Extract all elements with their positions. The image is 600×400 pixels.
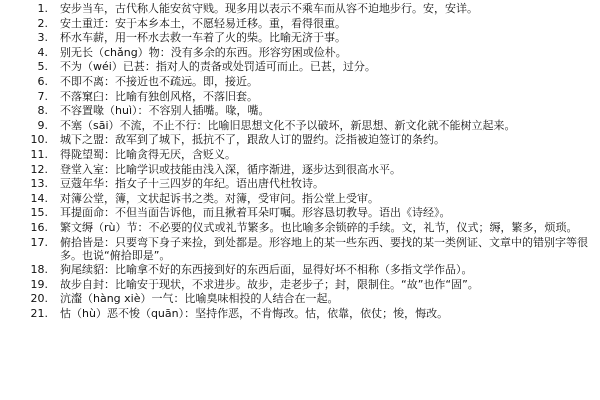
item-number: 6. [37,75,48,88]
item-number: 8. [37,104,48,118]
item-text: 对簿公堂，簿，文状起诉书之类。对簿，受审问。指公堂上受审。 [60,191,379,205]
item-text: 不为（wéi）已甚：指对人的责备或处罚适可而止。已甚，过分。 [60,60,376,74]
item-number: 13. [30,177,48,191]
item-number: 11. [30,148,48,161]
item-text: 耳提面命：不但当面告诉他，而且揪着耳朵叮嘱。形容恳切教导。语出《诗经》。 [60,206,451,220]
item-number: 5. [37,60,48,74]
item-number: 20. [30,292,48,306]
item-number: 19. [30,277,48,291]
item-number: 7. [37,89,48,103]
item-number: 17. [30,235,48,249]
item-text: 城下之盟：敌军到了城下，抵抗不了，跟敌人订的盟约。泛指被迫签订的条约。 [60,133,445,147]
item-text: 不即不离：不接近也不疏远。即，接近。 [60,75,258,88]
item-text: 豆蔻年华：指女子十三四岁的年纪。语出唐代杜牧诗。 [60,177,324,191]
list-item [0,60,600,73]
item-text: 不塞（sāi）不流，不止不行：比喻旧思想文化不予以破坏，新思想、新文化就不能树立起来。 [60,118,516,132]
item-text: 杯水车薪，用一杯水去救一车着了火的柴。比喻无济于事。 [60,31,346,45]
item-number: 1. [37,2,48,15]
item-number: 18. [30,263,48,277]
item-text: 狗尾续貂：比喻拿不好的东西接到好的东西后面，显得好坏不相称（多指文学作品）。 [60,263,473,277]
item-text: 不容置喙（huì）：不容别人插嘴。喙，嘴。 [60,104,270,118]
list-item [0,2,600,15]
list-item [0,263,600,276]
item-text: 得陇望蜀：比喻贪得无厌，含贬义。 [60,148,236,161]
item-number: 21. [30,307,48,320]
list-item [0,75,600,88]
list-item [0,206,600,219]
item-number: 4. [37,45,48,59]
item-number: 2. [37,16,48,30]
item-text: 繁文缛（rù）节：不必要的仪式或礼节繁多。也比喻多余锁碎的手续。文，礼节，仪式；缛，繁多，烦琐。 [60,221,578,234]
list-item [0,133,600,146]
list-item [0,163,600,176]
list-item [0,90,600,103]
item-number: 15. [30,206,48,220]
list-item [0,177,600,190]
item-number: 9. [37,118,48,132]
list-item [0,292,600,305]
list-item [0,119,600,132]
item-text: 不落窠臼：比喻有独创风格，不落旧套。 [60,89,258,103]
item-text: 安土重迁：安于本乡本土，不愿轻易迁移。重，看得很重。 [60,16,346,30]
item-number: 12. [30,162,48,176]
item-text: 故步自封：比喻安于现状，不求进步。故步，走老步子；封，限制住。“故”也作“固”。 [60,277,479,291]
list-item [0,278,600,291]
item-number: 3. [37,31,48,45]
list-item [0,17,600,30]
list-item [0,236,600,262]
item-number: 16. [30,221,48,234]
item-number: 10. [30,133,48,147]
item-text: 俯拾皆是：只要弯下身子来捡，到处都是。形容地上的某一些东西、要找的某一类例证、文章中的错别字等很多。也说“俯拾即是”。 [60,235,588,262]
list-item [0,31,600,44]
list-item [0,221,600,234]
item-text: 登堂入室：比喻学识或技能由浅入深，循序渐进，逐步达到很高水平。 [60,162,401,176]
item-text: 怙（hù）恶不悛（quān）：坚持作恶，不肯悔改。怙，依靠，依仗；悛，悔改。 [60,307,449,320]
item-number: 14. [30,191,48,205]
list-item [0,192,600,205]
list-item [0,46,600,59]
list-item [0,104,600,117]
list-item [0,307,600,320]
item-text: 别无长（chǎng）物：没有多余的东西。形容穷困或俭朴。 [60,45,347,59]
list-item [0,148,600,161]
item-text: 沆瀣（hàng xiè）一气：比喻臭味相投的人结合在一起。 [60,292,339,306]
item-text: 安步当车，古代称人能安贫守贱。现多用以表示不乘车而从容不迫地步行。安，安详。 [60,2,478,15]
